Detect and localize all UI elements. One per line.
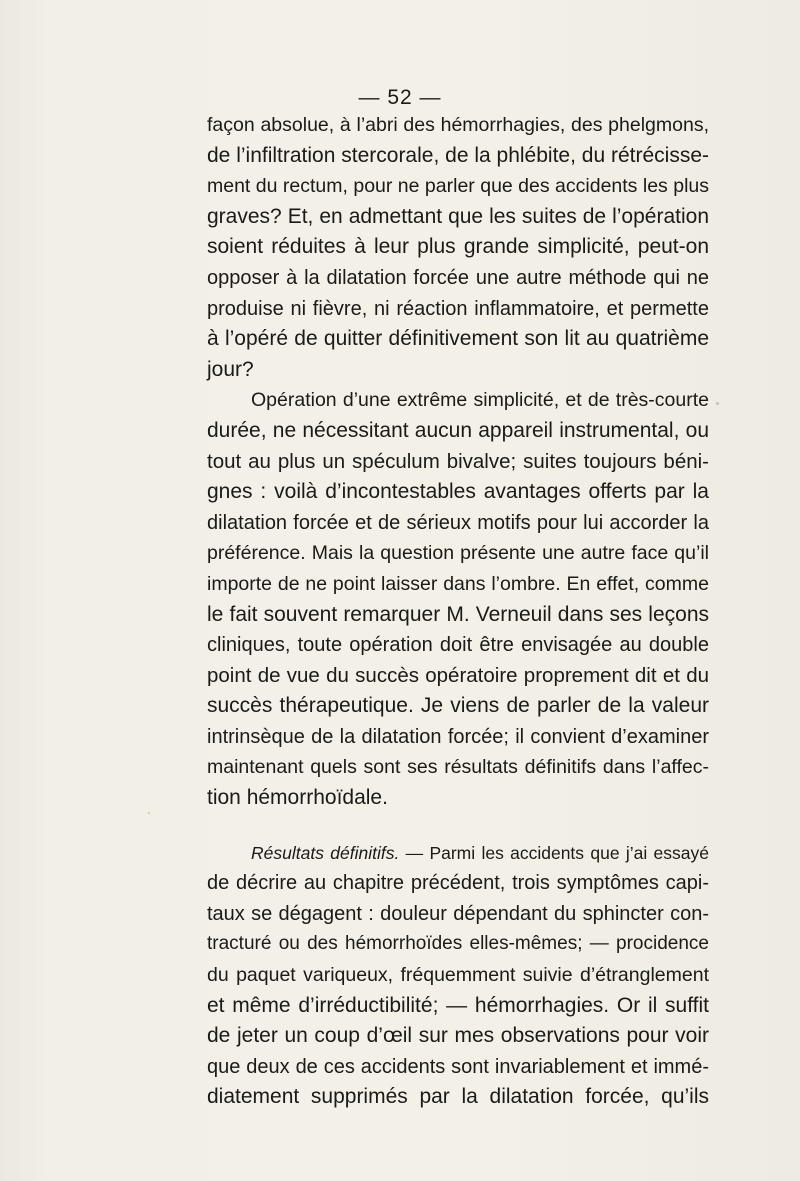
text-line: taux se dégagent : douleur dépendant du sphincter con- bbox=[207, 902, 709, 925]
text-line: le fait souvent remarquer M. Verneuil dans ses leçons bbox=[207, 602, 709, 626]
text-line: et même d’irréductibilité; — hémorrhagies. Or il suffit bbox=[207, 993, 709, 1017]
page-number: — 52 — bbox=[358, 86, 442, 109]
text-line: importe de ne point laisser dans l’ombre. En effet, comme bbox=[207, 572, 709, 595]
text-line: ment du rectum, pour ne parler que des accidents les plus bbox=[207, 175, 709, 198]
body-text bbox=[207, 110, 709, 1113]
text-line: soient réduites à leur plus grande simplicité, peut-on bbox=[207, 235, 709, 259]
text-line: opposer à la dilatation forcée une autre méthode qui ne bbox=[207, 266, 709, 289]
text-line: diatement supprimés par la dilatation forcée, qu’ils bbox=[207, 1085, 709, 1109]
text-line: de l’infiltration stercorale, de la phlébite, du rétrécisse- bbox=[207, 143, 709, 167]
text-line: gnes : voilà d’incontestables avantages offerts par la bbox=[207, 480, 709, 504]
text-line: graves? Et, en admettant que les suites de l’opération bbox=[207, 204, 709, 228]
section-heading: Résultats définitifs. bbox=[251, 842, 400, 863]
text-line: de décrire au chapitre précédent, trois symptômes capi- bbox=[207, 872, 709, 895]
text-line: intrinsèque de la dilatation forcée; il convient d’examiner bbox=[207, 725, 709, 748]
section-first-line bbox=[207, 838, 709, 869]
paper-speck bbox=[148, 812, 150, 814]
text-line: tout au plus un spéculum bivalve; suites toujours béni- bbox=[207, 449, 709, 473]
text-line: point de vue du succès opératoire proprement dit et du bbox=[207, 663, 709, 687]
text-line: cliniques, toute opération doit être envisagée au double bbox=[207, 634, 709, 657]
text-line: tracturé ou des hémorrhoïdes elles-mêmes; — procidence bbox=[207, 933, 709, 955]
text-line: préférence. Mais la question présente une autre face qu’il bbox=[207, 542, 709, 565]
section-first-line-rest: — Parmi les accidents que j’ai essayé bbox=[399, 842, 710, 863]
text-line: produise ni fièvre, ni réaction inflammatoire, et permette bbox=[207, 297, 709, 320]
text-line: succès thérapeutique. Je viens de parler de la valeur bbox=[207, 694, 709, 718]
text-line: du paquet variqueux, fréquemment suivie d’étranglement bbox=[207, 964, 709, 987]
text-line: que deux de ces accidents sont invariablement et immé- bbox=[207, 1055, 709, 1078]
paragraph-start: Opération d’une extrême simplicité, et de très-courte bbox=[251, 389, 709, 412]
text-line: durée, ne nécessitant aucun appareil instrumental, ou bbox=[207, 418, 709, 442]
text-line: à l’opéré de quitter définitivement son lit au quatrième bbox=[207, 327, 709, 351]
text-line: jour? bbox=[207, 357, 254, 381]
text-line: tion hémorrhoïdale. bbox=[207, 786, 388, 810]
text-line: façon absolue, à l’abri des hémorrhagies, des phelgmons, bbox=[207, 114, 709, 136]
paper-speck bbox=[716, 402, 719, 405]
text-line: de jeter un coup d’œil sur mes observations pour voir bbox=[207, 1024, 709, 1048]
text-line: dilatation forcée et de sérieux motifs pour lui accorder la bbox=[207, 511, 709, 534]
text-line: maintenant quels sont ses résultats définitifs dans l’affec- bbox=[207, 756, 709, 779]
